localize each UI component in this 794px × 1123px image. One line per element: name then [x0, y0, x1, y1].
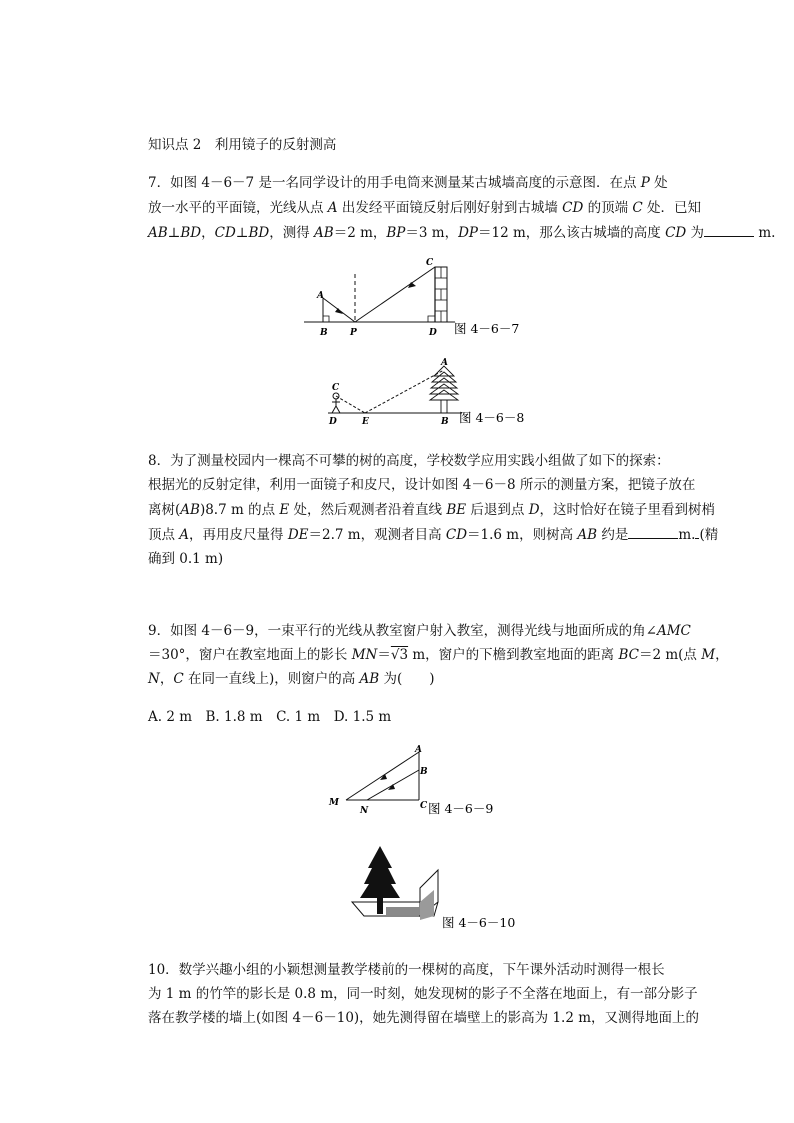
q9-text: m，窗户的下檐到教室地面的距离 — [408, 647, 619, 663]
q8-text: ，再用皮尺量得 — [189, 527, 288, 543]
sight-line-ea — [365, 370, 444, 413]
q8-text: 顶点 — [148, 527, 180, 543]
figure-caption: 图 4－6－8 — [459, 410, 525, 425]
q7-var: CD — [562, 200, 584, 216]
q7-text: 的顶端 — [583, 200, 633, 216]
label-b: B — [420, 767, 428, 777]
q8-text: )8.7 m 的点 — [199, 502, 280, 518]
q9-var: MN — [351, 647, 378, 663]
figure-caption: 图 4－6－7 — [454, 321, 520, 336]
label-p: P — [350, 328, 357, 338]
label-d: D — [329, 417, 337, 427]
q7-var: BD — [248, 225, 270, 241]
q8-text: 处，然后观测者沿着直线 — [289, 502, 447, 518]
q8-line-2: 根据光的反射定律，利用一面镜子和皮尺，设计如图 4－6－8 所示的测量方案，把镜子放在 — [148, 477, 696, 493]
label-a: A — [317, 291, 324, 301]
q7-line-3 — [148, 223, 775, 242]
q9-text: ， — [159, 671, 174, 687]
light-ray-pc — [355, 267, 435, 322]
q8-var: E — [279, 502, 290, 518]
right-angle-mark — [428, 316, 435, 322]
sight-line-ce — [336, 396, 365, 413]
q7-var: P — [640, 175, 650, 191]
q8-var: CD — [445, 527, 468, 543]
q7-text: ，测得 — [269, 225, 315, 241]
q9-var: BC — [618, 647, 639, 663]
label-e: E — [362, 417, 369, 427]
q9-text: 在同一直线上)，则窗户的高 — [183, 671, 360, 687]
q7-var: BP — [386, 225, 406, 241]
person-leg — [336, 406, 340, 413]
q8-text: ＝1.6 m，则树高 — [467, 527, 578, 543]
q10-line-1: 10．数学兴趣小组的小颖想测量教学楼前的一棵树的高度，下午课外活动时测得一根长 — [148, 962, 665, 978]
q8-var: A — [179, 527, 190, 543]
label-c: C — [332, 383, 340, 393]
q7-text: ⊥ — [235, 225, 249, 241]
q7-text: ， — [201, 225, 215, 241]
q9-var: M — [701, 647, 716, 663]
q10-line-2: 为 1 m 的竹竿的影长是 0.8 m，同一时刻，她发现树的影子不全落在地面上，有一部分影子 — [148, 986, 698, 1002]
q9-text: 为( ) — [379, 671, 435, 687]
q9-text: ＝2 m(点 — [638, 647, 702, 663]
q7-text: 放一水平的平面镜，光线从点 — [148, 200, 328, 216]
figure-4-6-10 — [346, 846, 536, 932]
q7-var: AB — [148, 225, 168, 241]
q8-var: AB — [577, 527, 598, 543]
tree-trunk — [441, 400, 447, 413]
label-n: N — [360, 806, 369, 816]
label-a: A — [415, 745, 422, 755]
answer-blank[interactable] — [704, 223, 754, 237]
q8-line-4 — [148, 525, 718, 544]
q8-line-1: 8．为了测量校园内一棵高不可攀的树的高度，学校数学应用实践小组做了如下的探索： — [148, 453, 670, 469]
q8-var: DE — [287, 527, 309, 543]
q7-text: ＝3 m， — [405, 225, 459, 241]
q9-var: AB — [359, 671, 380, 687]
q7-var: BD — [180, 225, 202, 241]
label-c: C — [420, 801, 428, 811]
q9-var: C — [173, 671, 184, 687]
q9-text: 9．如图 4－6－9，一束平行的光线从教室窗户射入教室，测得光线与地面所成的角∠ — [148, 623, 657, 639]
q9-var: N — [148, 671, 160, 687]
tree-icon — [360, 846, 400, 898]
q8-text: 后退到点 — [466, 502, 529, 518]
q8-text: ，这时恰好在镜子里看到树梢 — [539, 502, 716, 518]
q7-text: ＝12 m，那么该古城墙的高度 — [478, 225, 666, 241]
q7-var: C — [632, 200, 643, 216]
figure-caption: 图 4－6－10 — [442, 915, 516, 930]
label-c: C — [426, 258, 434, 268]
q8-line-3 — [148, 501, 715, 519]
q7-var: DP — [458, 225, 479, 241]
right-angle-mark — [323, 316, 329, 322]
q8-line-5: 确到 0.1 m) — [148, 551, 224, 567]
q9-options: A. 2 m B. 1.8 m C. 1 m D. 1.5 m — [148, 709, 392, 725]
q7-line-2 — [148, 199, 701, 217]
q7-var: A — [327, 200, 338, 216]
q8-var: D — [528, 502, 540, 518]
q7-text: 7．如图 4－6－7 是一名同学设计的用手电筒来测量某古城墙高度的示意图．在点 — [148, 175, 641, 191]
label-b: B — [320, 328, 328, 338]
q9-text: √3 — [390, 647, 409, 663]
q9-line-3 — [148, 670, 435, 688]
q9-line-2 — [148, 646, 729, 664]
q10-line-3: 落在教学楼的墙上(如图 4－6－10)，她先测得留在墙壁上的影高为 1.2 m，又测得地面上的 — [148, 1010, 700, 1026]
label-m: M — [329, 798, 339, 808]
answer-blank[interactable] — [628, 525, 678, 539]
q7-text: ＝2 m， — [333, 225, 387, 241]
q7-text: m. — [754, 225, 776, 241]
label-a: A — [441, 358, 448, 368]
q8-text: 约是 — [597, 527, 629, 543]
figure-4-6-9 — [324, 742, 524, 818]
figure-4-6-8 — [320, 356, 530, 428]
q7-text: 出发经平面镜反射后刚好射到古城墙 — [337, 200, 563, 216]
tree-trunk — [377, 898, 383, 914]
q8-text: (精 — [699, 527, 719, 543]
q7-text: ⊥ — [167, 225, 181, 241]
person-leg — [332, 406, 336, 413]
q8-text: 离树( — [148, 502, 181, 518]
q8-text: m. — [678, 527, 696, 543]
q7-text: 为 — [686, 225, 705, 241]
q8-text: ＝2.7 m，观测者目高 — [308, 527, 446, 543]
q7-var: CD — [665, 225, 687, 241]
q7-text: 处．已知 — [642, 200, 702, 216]
arrow-head — [335, 308, 343, 314]
q7-var: AB — [314, 225, 334, 241]
q9-line-1 — [148, 622, 691, 640]
q9-text: ， — [715, 647, 729, 663]
section-heading: 知识点 2 利用镜子的反射测高 — [148, 137, 337, 153]
q7-var: CD — [214, 225, 236, 241]
figure-caption: 图 4－6－9 — [428, 801, 494, 816]
q8-var: AB — [180, 502, 200, 518]
q9-text: ＝ — [377, 647, 391, 663]
q9-text: ＝30°，窗户在教室地面上的影长 — [148, 647, 352, 663]
q7-line-1 — [148, 174, 668, 192]
q9-var: AMC — [656, 623, 691, 639]
label-d: D — [429, 328, 437, 338]
ground-shadow — [386, 907, 420, 915]
q7-text: 处 — [649, 175, 668, 191]
tree-icon — [432, 372, 456, 382]
figure-4-6-7 — [290, 254, 530, 340]
label-b: B — [441, 417, 449, 427]
q8-var: BE — [446, 502, 467, 518]
